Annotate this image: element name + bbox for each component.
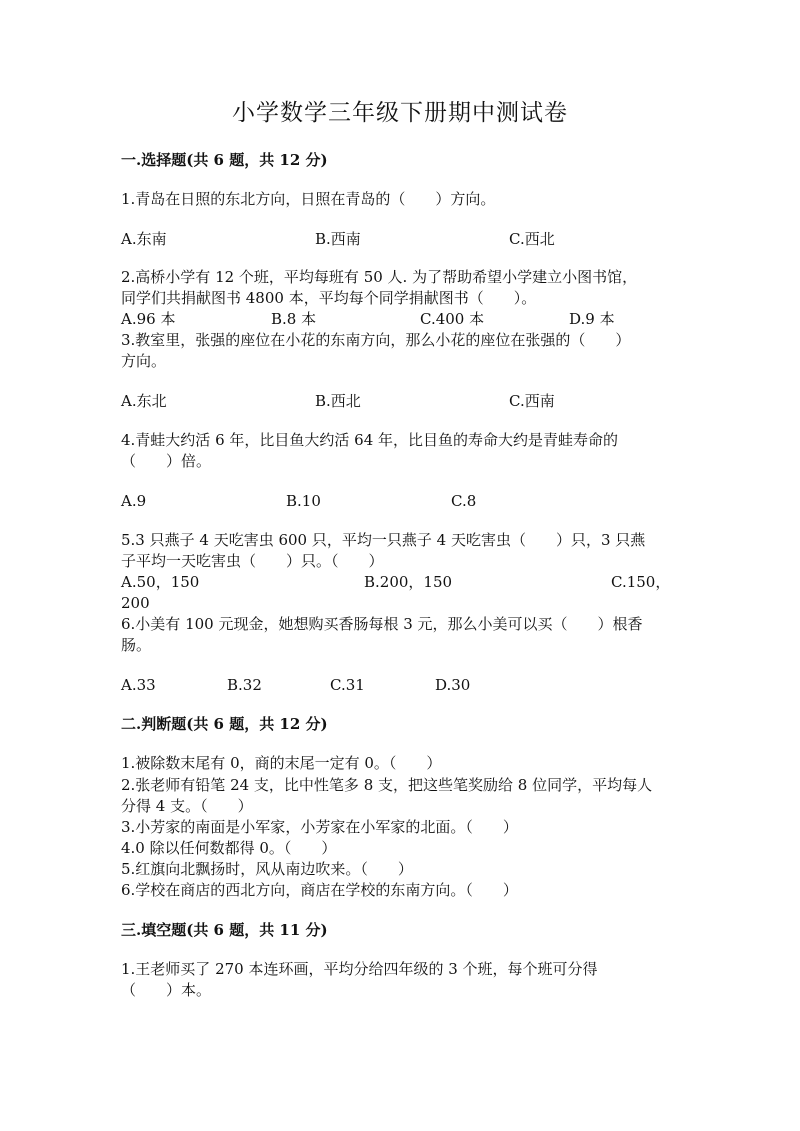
option-c: C.8: [451, 492, 477, 510]
question-text: 子平均一天吃害虫（ ）只。（ ）: [121, 552, 384, 570]
page-title: 小学数学三年级下册期中测试卷: [232, 100, 568, 126]
fill-blank-item: 1.王老师买了 270 本连环画，平均分给四年级的 3 个班，每个班可分得: [121, 960, 598, 978]
option-c-continued: 200: [121, 594, 150, 612]
question-text: 2.高桥小学有 12 个班，平均每班有 50 人. 为了帮助希望小学建立小图书馆，: [121, 268, 638, 286]
question-text: 3.教室里，张强的座位在小花的东南方向，那么小花的座位在张强的（ ）: [121, 331, 631, 349]
option-b: B.200，150: [364, 573, 453, 591]
question-text: 同学们共捐献图书 4800 本，平均每个同学捐献图书（ ）。: [121, 289, 537, 307]
question-text: 1.青岛在日照的东北方向，日照在青岛的（ ）方向。: [121, 190, 496, 208]
option-b: B.10: [286, 492, 321, 510]
option-c: C.31: [330, 676, 365, 694]
option-d: D.30: [435, 676, 471, 694]
option-d: D.9 本: [569, 310, 615, 328]
judgement-item: 4.0 除以任何数都得 0。（ ）: [121, 839, 337, 857]
question-text: 5.3 只燕子 4 天吃害虫 600 只，平均一只燕子 4 天吃害虫（ ）只，3 只燕: [121, 531, 646, 549]
option-b: B.32: [227, 676, 262, 694]
section-heading-judgement: 二.判断题(共 6 题，共 12 分): [121, 715, 328, 733]
option-b: B.西南: [315, 230, 361, 248]
option-b: B.8 本: [271, 310, 317, 328]
judgement-item: 分得 4 支。（ ）: [121, 797, 253, 815]
judgement-item: 6.学校在商店的西北方向，商店在学校的东南方向。（ ）: [121, 881, 518, 899]
option-c: C.150，: [611, 573, 671, 591]
question-text: 肠。: [121, 636, 152, 654]
option-c: C.西北: [509, 230, 555, 248]
option-c: C.400 本: [420, 310, 485, 328]
option-a: A.东北: [121, 392, 167, 410]
option-a: A.33: [121, 676, 156, 694]
option-c: C.西南: [509, 392, 555, 410]
judgement-item: 1.被除数末尾有 0，商的末尾一定有 0。（ ）: [121, 754, 442, 772]
judgement-item: 3.小芳家的南面是小军家，小芳家在小军家的北面。（ ）: [121, 818, 518, 836]
judgement-item: 5.红旗向北飘扬时，风从南边吹来。（ ）: [121, 860, 413, 878]
option-a: A.96 本: [121, 310, 176, 328]
question-text: 4.青蛙大约活 6 年，比目鱼大约活 64 年，比目鱼的寿命大约是青蛙寿命的: [121, 431, 619, 449]
question-text: 方向。: [121, 352, 167, 370]
option-b: B.西北: [315, 392, 361, 410]
judgement-item: 2.张老师有铅笔 24 支，比中性笔多 8 支，把这些笔奖励给 8 位同学，平均每人: [121, 776, 653, 794]
section-heading-fill-blank: 三.填空题(共 6 题，共 11 分): [121, 921, 328, 939]
option-a: A.9: [121, 492, 147, 510]
section-heading-choice: 一.选择题(共 6 题，共 12 分): [121, 151, 328, 169]
option-a: A.50，150: [121, 573, 200, 591]
fill-blank-item: （ ）本。: [121, 981, 212, 999]
question-text: （ ）倍。: [121, 452, 212, 470]
question-text: 6.小美有 100 元现金，她想购买香肠每根 3 元，那么小美可以买（ ）根香: [121, 615, 643, 633]
option-a: A.东南: [121, 230, 167, 248]
